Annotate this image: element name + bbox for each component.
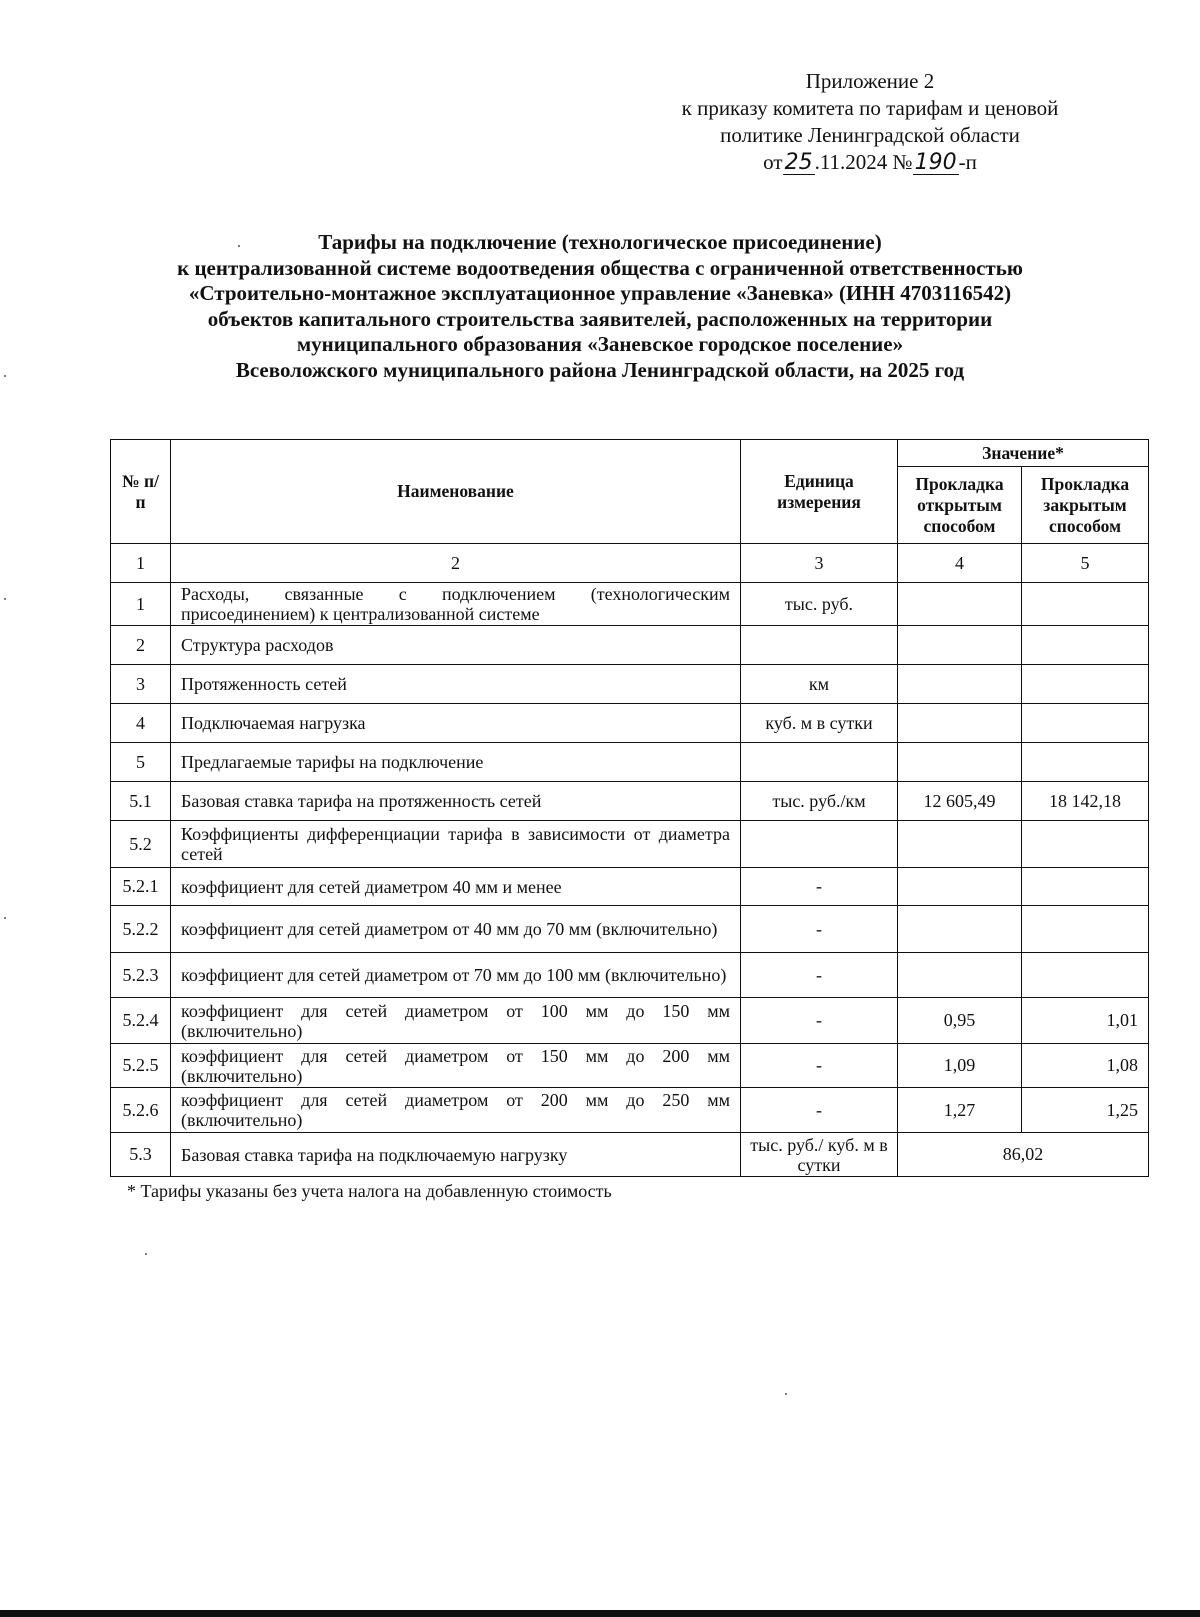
table-row [111,1088,1149,1133]
table-row [111,1044,1149,1088]
header-closed-method: Прокладка закрытым способом [1022,467,1149,544]
row-open-value [898,868,1022,906]
row-open-value [898,626,1022,665]
row-open-value [898,665,1022,704]
title-line-2: к централизованной системе водоотведения общества с ограниченной ответственностью [177,255,1023,280]
row-name: коэффициент для сетей диаметром от 40 мм до 70 мм (включительно) [171,906,741,953]
column-number-3: 3 [741,544,898,583]
row-closed-value [1022,704,1149,743]
row-open-value [898,953,1022,998]
row-unit: - [741,953,898,998]
scan-speck [4,375,6,377]
tariff-table [110,439,1149,1177]
header-open-method: Прокладка открытым способом [898,467,1022,544]
row-number: 5.2.5 [111,1044,171,1088]
table-row [111,868,1149,906]
header-number: № п/п [111,440,171,544]
row-closed-value [1022,906,1149,953]
row-open-value [898,821,1022,868]
table-row [111,583,1149,626]
scan-edge-line [0,1610,1200,1617]
row-closed-value: 1,08 [1022,1044,1149,1088]
header-unit: Единица измерения [741,440,898,544]
appendix-date-line [640,149,1100,176]
row-unit [741,821,898,868]
row-name: Базовая ставка тарифа на подключаемую нагрузку [171,1133,741,1177]
title-line-1: Тарифы на подключение (технологическое присоединение) [318,230,882,254]
row-unit: тыс. руб./км [741,782,898,821]
row-merged-value: 86,02 [898,1133,1149,1177]
row-number: 5.2.2 [111,906,171,953]
table-row [111,782,1149,821]
row-closed-value: 1,01 [1022,998,1149,1044]
row-unit: - [741,998,898,1044]
title-line-4: объектов капитального строительства заявителей, расположенных на территории [207,306,993,331]
row-unit: - [741,1044,898,1088]
table-row [111,906,1149,953]
table-row [111,704,1149,743]
row-name: коэффициент для сетей диаметром 40 мм и менее [171,868,741,906]
title-line-3: «Строительно-монтажное эксплуатационное управление «Заневка» (ИНН 4703116542) [188,281,1012,305]
row-unit: куб. м в сутки [741,704,898,743]
row-closed-value [1022,743,1149,782]
row-open-value [898,583,1022,626]
appendix-title: Приложение 2 [805,69,935,93]
scan-speck [238,245,240,247]
table-row [111,626,1149,665]
document-title [120,230,1080,383]
date-prefix: от [763,150,783,174]
table-row [111,743,1149,782]
row-open-value [898,743,1022,782]
scan-speck [145,1253,147,1255]
row-name: коэффициент для сетей диаметром от 200 мм до 250 мм (включительно) [171,1088,741,1133]
appendix-committee-line: политике Ленинградской области [720,123,1020,147]
scan-speck [4,598,6,600]
row-name: Расходы, связанные с подключением (технологическим присоединением) к централизованной системе [171,583,741,626]
row-open-value: 1,27 [898,1088,1022,1133]
row-closed-value [1022,665,1149,704]
row-open-value: 1,09 [898,1044,1022,1088]
row-unit [741,743,898,782]
handwritten-day: 25 [784,150,813,175]
row-closed-value [1022,868,1149,906]
row-unit: тыс. руб./ куб. м в сутки [741,1133,898,1177]
row-closed-value [1022,953,1149,998]
row-name: коэффициент для сетей диаметром от 70 мм до 100 мм (включительно) [171,953,741,998]
number-suffix: -п [958,150,977,174]
appendix-block [640,68,1100,176]
row-name: коэффициент для сетей диаметром от 100 мм до 150 мм (включительно) [171,998,741,1044]
row-unit: - [741,906,898,953]
scan-speck [4,917,6,919]
header-value: Значение* [898,440,1149,467]
row-name: Протяженность сетей [171,665,741,704]
column-number-2: 2 [171,544,741,583]
column-number-1: 1 [111,544,171,583]
row-open-value: 12 605,49 [898,782,1022,821]
row-unit: тыс. руб. [741,583,898,626]
row-name: коэффициент для сетей диаметром от 150 мм до 200 мм (включительно) [171,1044,741,1088]
row-closed-value [1022,583,1149,626]
title-line-5: муниципального образования «Заневское городское поселение» [296,332,904,356]
row-number: 5.2.3 [111,953,171,998]
date-rest: .11.2024 № [814,150,913,174]
row-closed-value [1022,626,1149,665]
row-open-value [898,704,1022,743]
scan-speck [785,1393,787,1395]
row-closed-value [1022,821,1149,868]
row-name: Коэффициенты дифференциации тарифа в зависимости от диаметра сетей [171,821,741,868]
header-name: Наименование [171,440,741,544]
table-row [111,998,1149,1044]
table-row [111,1133,1149,1177]
appendix-order-line: к приказу комитета по тарифам и ценовой [681,96,1059,120]
row-closed-value: 1,25 [1022,1088,1149,1133]
handwritten-number: 190 [914,150,957,175]
row-number: 5 [111,743,171,782]
row-unit: км [741,665,898,704]
column-number-4: 4 [898,544,1022,583]
table-row [111,821,1149,868]
row-open-value [898,906,1022,953]
row-number: 5.2.6 [111,1088,171,1133]
row-open-value: 0,95 [898,998,1022,1044]
row-number: 4 [111,704,171,743]
row-closed-value: 18 142,18 [1022,782,1149,821]
row-number: 5.3 [111,1133,171,1177]
table-row [111,665,1149,704]
row-number: 3 [111,665,171,704]
row-name: Предлагаемые тарифы на подключение [171,743,741,782]
row-number: 5.2 [111,821,171,868]
row-number: 2 [111,626,171,665]
column-number-5: 5 [1022,544,1149,583]
row-unit: - [741,1088,898,1133]
row-number: 5.2.4 [111,998,171,1044]
row-name: Структура расходов [171,626,741,665]
row-name: Базовая ставка тарифа на протяженность сетей [171,782,741,821]
footnote: * Тарифы указаны без учета налога на добавленную стоимость [127,1181,612,1201]
row-unit: - [741,868,898,906]
row-number: 5.2.1 [111,868,171,906]
row-number: 1 [111,583,171,626]
row-name: Подключаемая нагрузка [171,704,741,743]
row-unit [741,626,898,665]
table-row [111,953,1149,998]
title-line-6: Всеволожского муниципального района Ленинградской области, на 2025 год [235,357,965,382]
row-number: 5.1 [111,782,171,821]
